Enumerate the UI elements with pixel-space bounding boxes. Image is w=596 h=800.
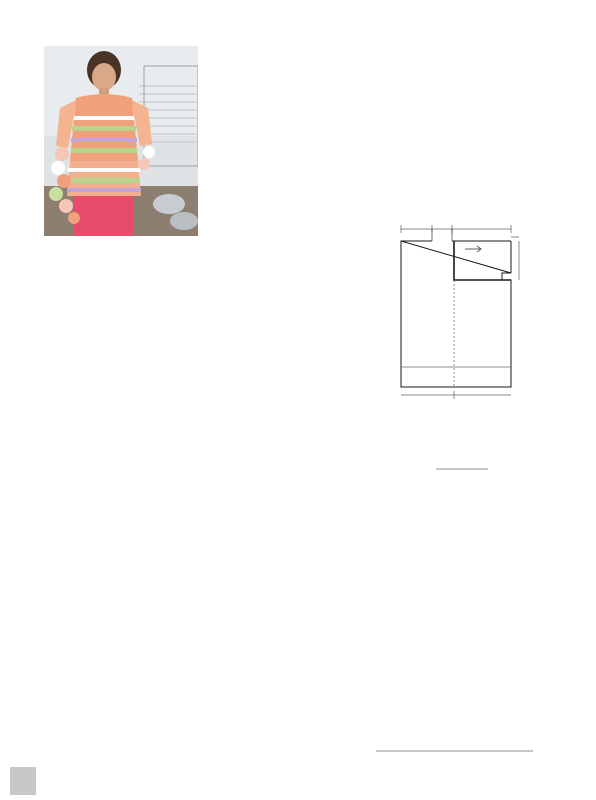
page-number bbox=[10, 767, 36, 795]
scheme-2-chart bbox=[380, 412, 530, 480]
garment-schematic bbox=[380, 205, 560, 400]
model-photo bbox=[44, 46, 198, 236]
schematic-body-outline bbox=[401, 241, 511, 387]
scheme-1-chart bbox=[290, 503, 580, 765]
legend bbox=[44, 585, 284, 591]
